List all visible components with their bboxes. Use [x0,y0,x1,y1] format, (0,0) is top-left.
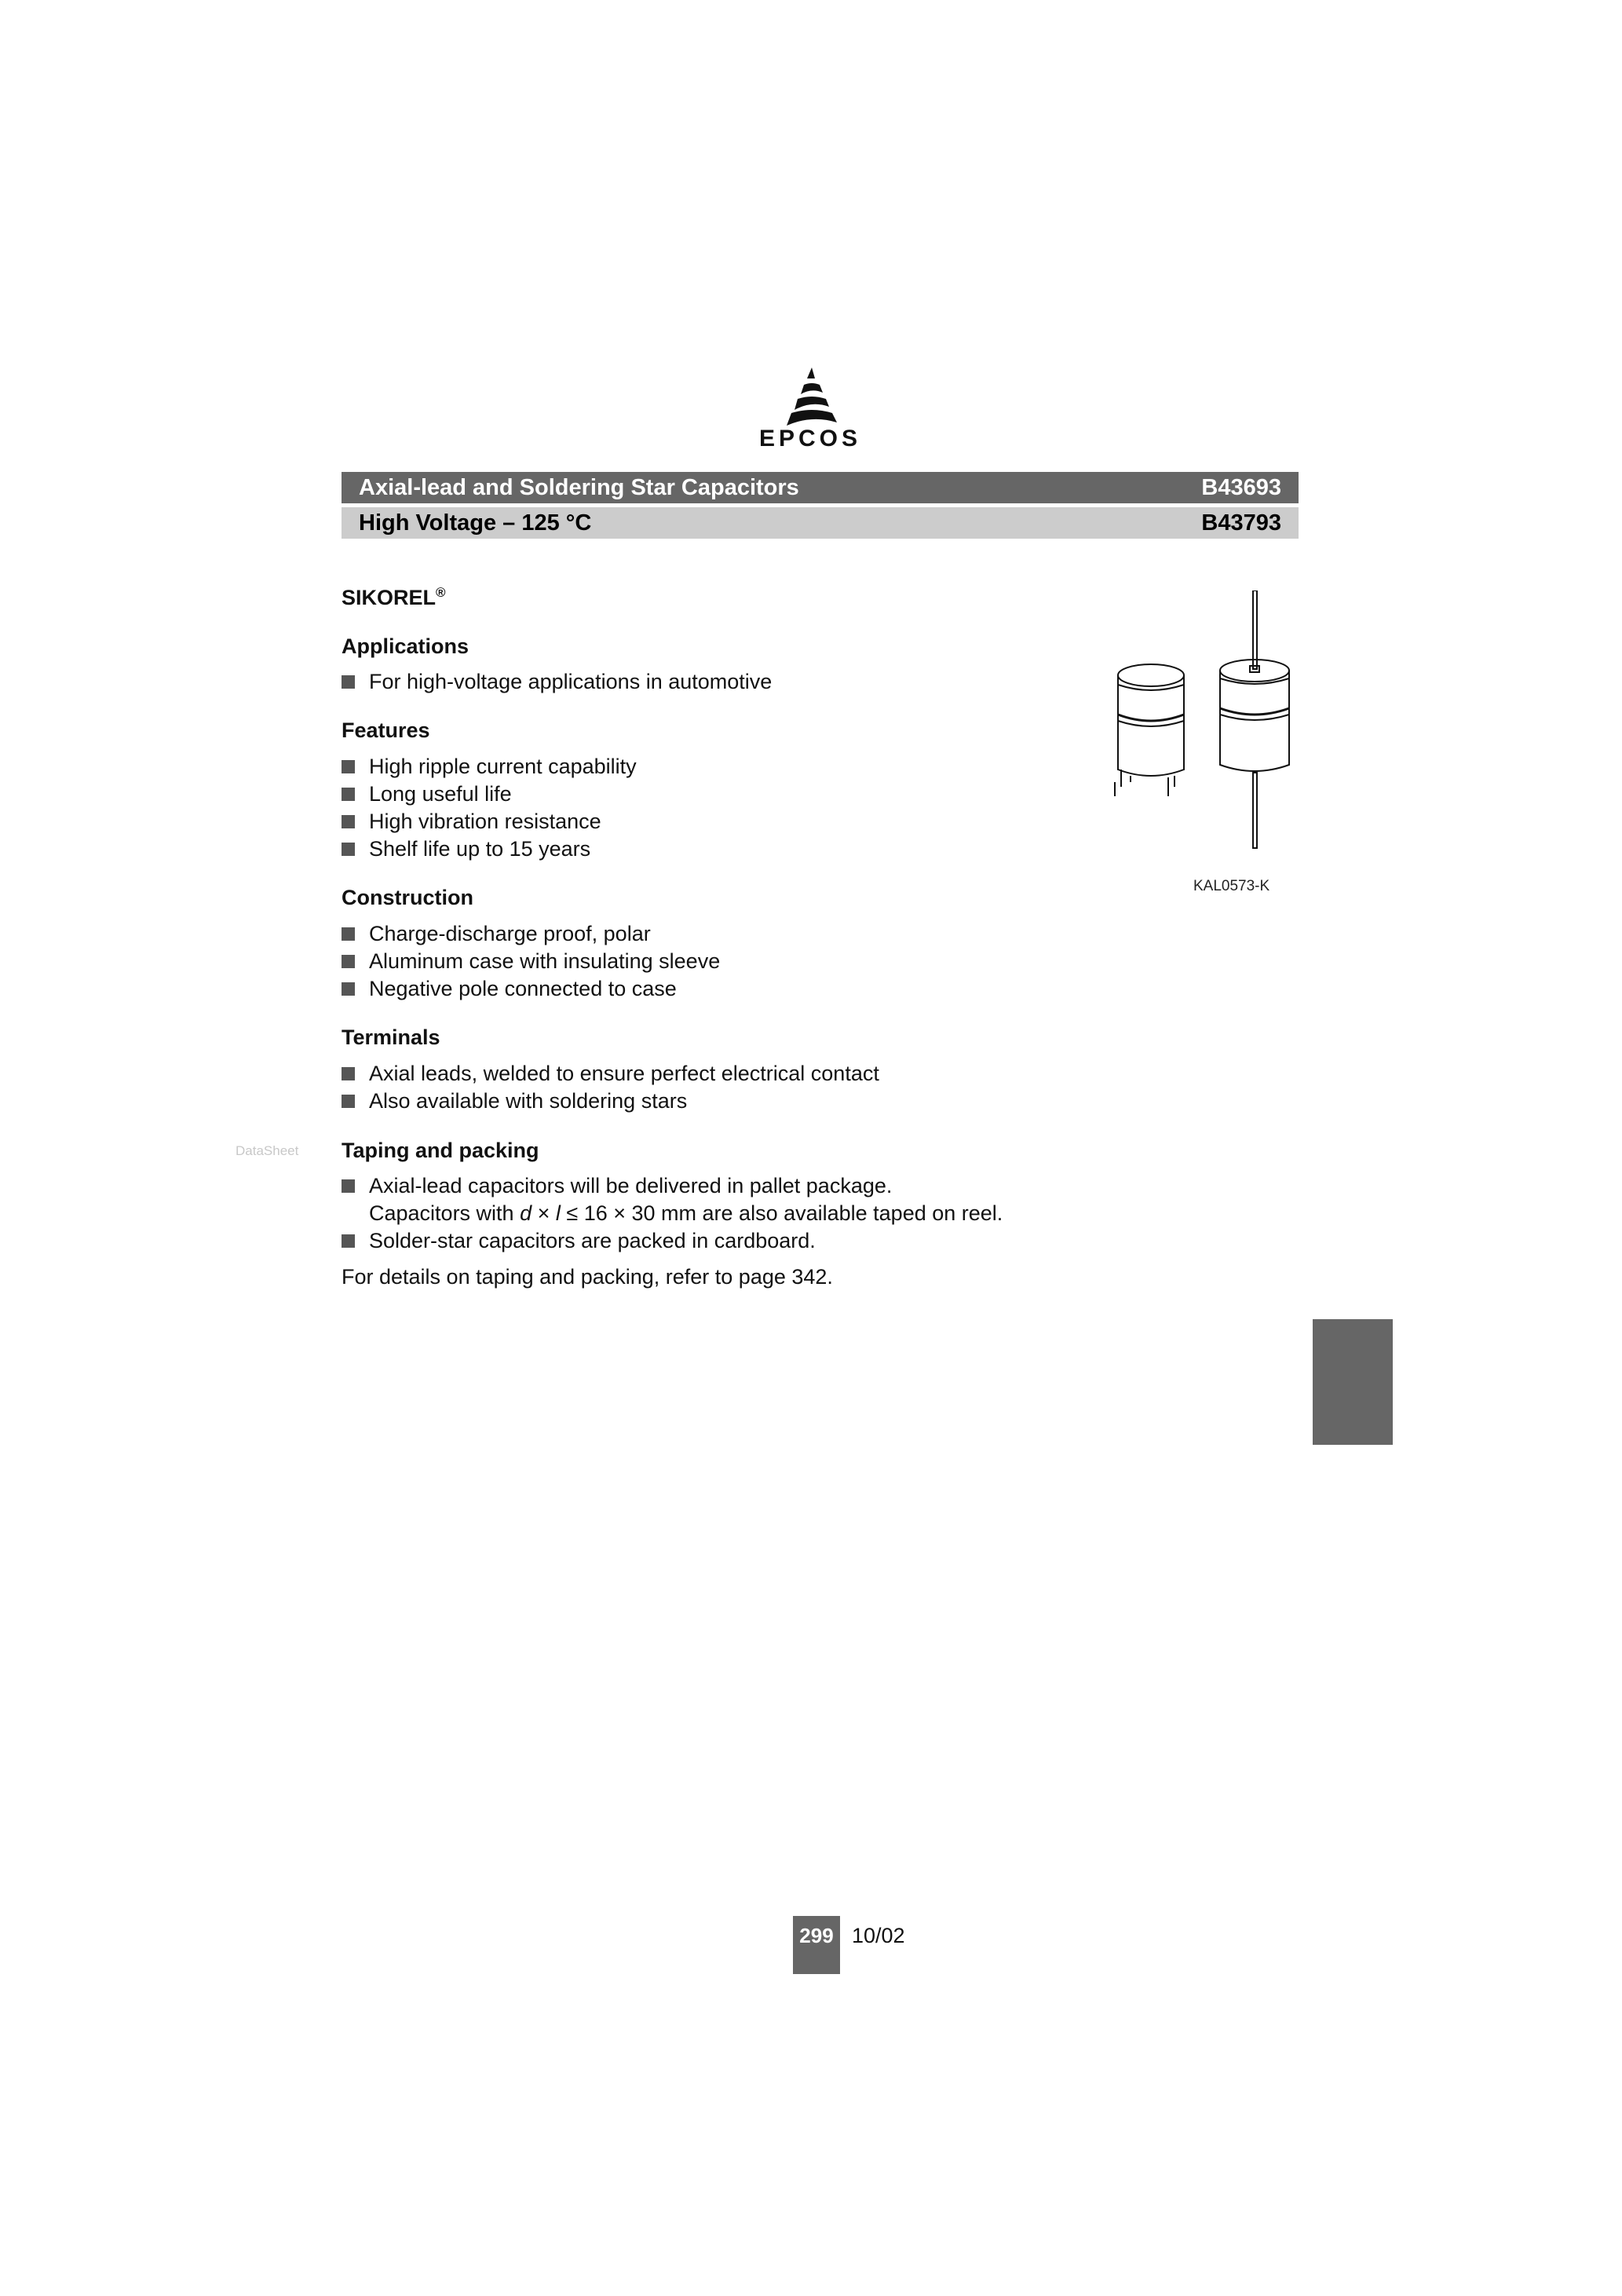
taping-note: For details on taping and packing, refer to page 342. [342,1265,833,1289]
symbol-l: l [555,1201,561,1225]
text-run: × [532,1201,556,1225]
list-item-text: High ripple current capability [369,755,637,778]
brand-text: SIKOREL [342,586,437,609]
construction-heading: Construction [342,886,473,909]
list-item-text: High vibration resistance [369,810,601,833]
bullet-square-icon [342,955,355,968]
bullet-square-icon [342,675,355,689]
bullet-square-icon [342,788,355,801]
list-item-text: Axial leads, welded to ensure perfect electrical contact [369,1062,879,1085]
list-item-text: Solder-star capacitors are packed in cardboard. [369,1229,816,1252]
list-item [342,755,637,779]
list-item [342,922,651,946]
header-subtitle-bar [342,507,1299,539]
solder-star-capacitor-icon [1115,664,1184,796]
bullet-square-icon [342,843,355,856]
list-item [342,977,677,1001]
list-item-text: For high-voltage applications in automotive [369,670,773,693]
list-item [342,1174,892,1198]
list-item [342,782,512,806]
logo-text: EPCOS [758,426,862,452]
text-run: Capacitors with [369,1201,521,1225]
brand-name [342,585,446,610]
part-number-1: B43693 [1201,474,1281,500]
bullet-square-icon [342,982,355,996]
list-item [342,670,772,694]
list-item-text: Long useful life [369,782,512,806]
header-title-bar [342,472,1299,503]
figure-caption: KAL0573-K [1193,878,1270,894]
section-tab-marker [1313,1319,1393,1445]
list-item-text: Charge-discharge proof, polar [369,922,651,945]
list-item [342,1062,879,1086]
capacitor-illustration [1099,590,1303,857]
applications-heading: Applications [342,634,469,658]
list-item-text: Shelf life up to 15 years [369,837,591,861]
taping-heading: Taping and packing [342,1139,539,1162]
watermark: DataSheet [236,1143,299,1158]
list-item [342,837,590,861]
list-item-text: Also available with soldering stars [369,1089,688,1113]
page-number: 299 [793,1916,840,1974]
bullet-square-icon [342,815,355,828]
registered-mark: ® [436,585,446,600]
list-item-text: Axial-lead capacitors will be delivered in pallet package. [369,1174,893,1197]
list-item-text: Negative pole connected to case [369,977,677,1000]
page-date: 10/02 [852,1924,905,1947]
features-heading: Features [342,718,430,742]
symbol-d: d [520,1201,532,1225]
bullet-square-icon [342,1234,355,1248]
bullet-square-icon [342,927,355,941]
list-item [342,1229,816,1253]
bullet-square-icon [342,760,355,773]
text-run: ≤ 16 × 30 mm are also available taped on reel. [560,1201,1003,1225]
axial-capacitor-icon [1220,590,1289,848]
list-item [342,1089,687,1113]
list-item [342,949,720,974]
list-item-text: Aluminum case with insulating sleeve [369,949,721,973]
terminals-heading: Terminals [342,1026,440,1049]
list-item [342,810,601,834]
part-number-2: B43793 [1201,510,1281,536]
bullet-square-icon [342,1067,355,1080]
list-item-continuation [369,1201,1003,1226]
header-subtitle: High Voltage – 125 °C [359,510,592,536]
bullet-square-icon [342,1179,355,1193]
bullet-square-icon [342,1095,355,1108]
header-title: Axial-lead and Soldering Star Capacitors [359,474,799,500]
